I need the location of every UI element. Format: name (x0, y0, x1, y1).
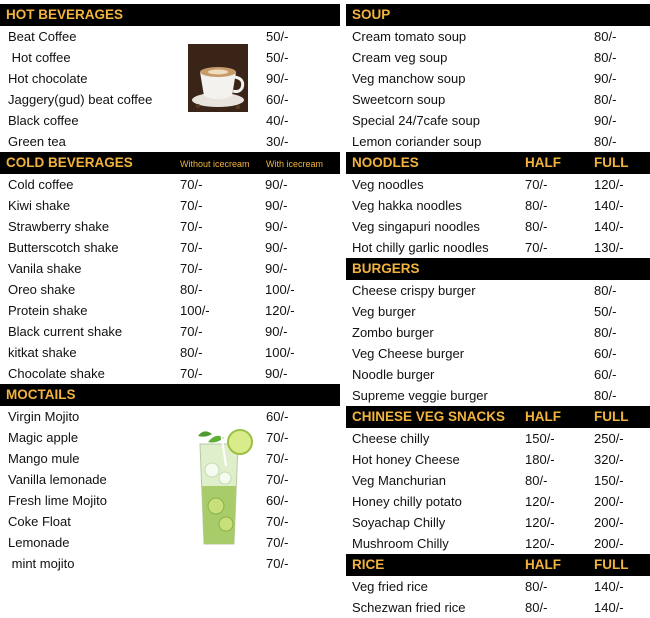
column-header-half: HALF (525, 557, 561, 572)
soup-list (346, 26, 650, 152)
menu-item (346, 343, 650, 364)
item-price-half: 70/- (525, 177, 548, 192)
section-header-burgers (346, 258, 650, 280)
section-header-chinese-veg-snacks (346, 406, 650, 428)
item-price-without-icecream: 70/- (180, 324, 203, 339)
item-name: Zombo burger (352, 325, 434, 340)
noodles-list (346, 174, 650, 258)
item-name: Vanilla lemonade (8, 472, 107, 487)
item-price-full: 320/- (594, 452, 624, 467)
section-title: COLD BEVERAGES (6, 155, 133, 170)
menu-item (0, 110, 340, 131)
item-name: Cream veg soup (352, 50, 448, 65)
item-price: 60/- (266, 92, 289, 107)
column-header-full: FULL (594, 409, 629, 424)
item-name: Cheese chilly (352, 431, 430, 446)
item-name: Noodle burger (352, 367, 435, 382)
item-price-without-icecream: 70/- (180, 177, 203, 192)
item-name: Strawberry shake (8, 219, 110, 234)
item-price-with-icecream: 90/- (265, 240, 288, 255)
item-price-full: 140/- (594, 198, 624, 213)
menu-item (346, 68, 650, 89)
menu-item (346, 89, 650, 110)
item-price-with-icecream: 90/- (265, 198, 288, 213)
menu-item (346, 364, 650, 385)
menu-item (346, 512, 650, 533)
right-menu-column (346, 4, 650, 618)
menu-item (0, 469, 340, 490)
section-header-soup (346, 4, 650, 26)
item-price-full: 140/- (594, 600, 624, 615)
menu-item (346, 491, 650, 512)
item-name: Virgin Mojito (8, 409, 80, 424)
item-name: Hot chilly garlic noodles (352, 240, 489, 255)
cold-beverages-list (0, 174, 340, 384)
menu-item (346, 576, 650, 597)
item-name: Supreme veggie burger (352, 388, 488, 403)
section-title: NOODLES (352, 155, 419, 170)
item-price-with-icecream: 90/- (265, 366, 288, 381)
mojito-glass-image (180, 426, 256, 550)
section-header-rice (346, 554, 650, 576)
item-price: 90/- (594, 113, 617, 128)
menu-item (0, 532, 340, 553)
menu-item (346, 47, 650, 68)
item-price-half: 70/- (525, 240, 548, 255)
item-price-full: 200/- (594, 536, 624, 551)
item-price-with-icecream: 120/- (265, 303, 295, 318)
item-name: Kiwi shake (8, 198, 71, 213)
column-header-half: HALF (525, 409, 561, 424)
item-price: 60/- (594, 346, 617, 361)
coffee-cup-image (188, 44, 248, 112)
menu-item (0, 237, 340, 258)
menu-item (0, 490, 340, 511)
menu-item (346, 597, 650, 618)
item-price-full: 200/- (594, 515, 624, 530)
item-name: Protein shake (8, 303, 88, 318)
item-price-half: 180/- (525, 452, 555, 467)
item-price: 80/- (594, 50, 617, 65)
menu-item (346, 131, 650, 152)
item-price-without-icecream: 70/- (180, 198, 203, 213)
item-price-full: 130/- (594, 240, 624, 255)
item-price: 70/- (266, 514, 289, 529)
menu-item (0, 342, 340, 363)
menu-item (346, 428, 650, 449)
item-price: 70/- (266, 556, 289, 571)
item-price-half: 80/- (525, 198, 548, 213)
section-header-hot-beverages (0, 4, 340, 26)
item-name: kitkat shake (8, 345, 77, 360)
item-price-half: 120/- (525, 536, 555, 551)
item-price-without-icecream: 70/- (180, 261, 203, 276)
item-name: Black coffee (8, 113, 79, 128)
item-price-half: 150/- (525, 431, 555, 446)
item-name: Sweetcorn soup (352, 92, 446, 107)
item-name: Special 24/7cafe soup (352, 113, 480, 128)
item-name: Veg burger (352, 304, 416, 319)
item-name: Mushroom Chilly (352, 536, 449, 551)
menu-item (346, 280, 650, 301)
item-price: 90/- (266, 71, 289, 86)
item-name: Lemon coriander soup (352, 134, 482, 149)
item-price-without-icecream: 80/- (180, 282, 203, 297)
item-name: Veg manchow soup (352, 71, 466, 86)
column-header-without-icecream: Without icecream (180, 159, 250, 169)
item-name: Vanila shake (8, 261, 82, 276)
section-title: CHINESE VEG SNACKS (352, 409, 506, 424)
column-header-half: HALF (525, 155, 561, 170)
item-price-half: 80/- (525, 473, 548, 488)
section-title: MOCTAILS (6, 387, 76, 402)
menu-item (0, 174, 340, 195)
item-price: 70/- (266, 430, 289, 445)
menu-item (0, 89, 340, 110)
menu-item (0, 448, 340, 469)
burgers-list (346, 280, 650, 406)
chinese-list (346, 428, 650, 554)
item-price-with-icecream: 90/- (265, 261, 288, 276)
hot-beverages-list (0, 26, 340, 152)
item-price-without-icecream: 70/- (180, 366, 203, 381)
item-price-half: 80/- (525, 219, 548, 234)
item-price: 70/- (266, 535, 289, 550)
item-price: 30/- (266, 134, 289, 149)
item-price-with-icecream: 90/- (265, 177, 288, 192)
item-name: Butterscotch shake (8, 240, 119, 255)
item-price-full: 140/- (594, 219, 624, 234)
menu-item (346, 470, 650, 491)
item-price-without-icecream: 70/- (180, 240, 203, 255)
menu-item (0, 131, 340, 152)
menu-item (0, 26, 340, 47)
item-price: 70/- (266, 451, 289, 466)
item-name: Oreo shake (8, 282, 76, 297)
section-title: RICE (352, 557, 385, 572)
item-price: 60/- (266, 493, 289, 508)
menu-item (0, 553, 340, 574)
menu-item (346, 301, 650, 322)
menu-item (346, 174, 650, 195)
section-header-cold-beverages (0, 152, 340, 174)
menu-item (0, 279, 340, 300)
menu-item (0, 427, 340, 448)
item-price: 80/- (594, 388, 617, 403)
section-header-moctails (0, 384, 340, 406)
item-price: 80/- (594, 134, 617, 149)
item-price: 50/- (594, 304, 617, 319)
item-name: Veg Manchurian (352, 473, 446, 488)
menu-item (0, 68, 340, 89)
item-name: Lemonade (8, 535, 70, 550)
item-name: Chocolate shake (8, 366, 105, 381)
section-title: SOUP (352, 7, 391, 22)
item-price-without-icecream: 100/- (180, 303, 210, 318)
menu-item (346, 449, 650, 470)
menu-item (0, 406, 340, 427)
item-name: Jaggery(gud) beat coffee (8, 92, 153, 107)
item-price: 80/- (594, 283, 617, 298)
item-name: Hot honey Cheese (352, 452, 460, 467)
column-header-with-icecream: With icecream (266, 159, 324, 169)
menu-item (0, 47, 340, 68)
item-price-half: 120/- (525, 515, 555, 530)
item-name: Cheese crispy burger (352, 283, 476, 298)
item-name: mint mojito (8, 556, 75, 571)
item-price-full: 250/- (594, 431, 624, 446)
item-name: Cold coffee (8, 177, 74, 192)
item-price-with-icecream: 100/- (265, 345, 295, 360)
menu-item (0, 363, 340, 384)
section-title: HOT BEVERAGES (6, 7, 124, 22)
item-name: Cream tomato soup (352, 29, 467, 44)
menu-item (346, 216, 650, 237)
item-price-half: 80/- (525, 600, 548, 615)
item-price-full: 150/- (594, 473, 624, 488)
menu-item (0, 321, 340, 342)
item-price-with-icecream: 100/- (265, 282, 295, 297)
item-name: Black current shake (8, 324, 123, 339)
menu-item (346, 322, 650, 343)
item-price-without-icecream: 80/- (180, 345, 203, 360)
item-price: 50/- (266, 29, 289, 44)
menu-item (0, 216, 340, 237)
menu-item (346, 237, 650, 258)
item-name: Mango mule (8, 451, 80, 466)
menu-item (346, 195, 650, 216)
left-menu-column (0, 4, 340, 574)
item-price: 90/- (594, 71, 617, 86)
section-title: BURGERS (352, 261, 420, 276)
item-name: Hot chocolate (8, 71, 88, 86)
item-name: Soyachap Chilly (352, 515, 446, 530)
item-price-half: 120/- (525, 494, 555, 509)
item-price: 80/- (594, 92, 617, 107)
item-name: Magic apple (8, 430, 79, 445)
item-price: 60/- (594, 367, 617, 382)
menu-item (0, 195, 340, 216)
item-price-with-icecream: 90/- (265, 219, 288, 234)
item-price-without-icecream: 70/- (180, 219, 203, 234)
menu-item (346, 110, 650, 131)
item-name: Veg fried rice (352, 579, 428, 594)
item-name: Coke Float (8, 514, 71, 529)
item-name: Hot coffee (8, 50, 71, 65)
column-header-full: FULL (594, 557, 629, 572)
item-price: 70/- (266, 472, 289, 487)
item-price-with-icecream: 90/- (265, 324, 288, 339)
item-name: Veg singapuri noodles (352, 219, 480, 234)
item-name: Beat Coffee (8, 29, 77, 44)
item-price: 60/- (266, 409, 289, 424)
menu-item (346, 385, 650, 406)
item-price-full: 140/- (594, 579, 624, 594)
item-name: Veg hakka noodles (352, 198, 462, 213)
menu-item (0, 511, 340, 532)
item-price-full: 200/- (594, 494, 624, 509)
item-price: 80/- (594, 29, 617, 44)
section-header-noodles (346, 152, 650, 174)
item-name: Fresh lime Mojito (8, 493, 107, 508)
menu-item (0, 300, 340, 321)
menu-item (0, 258, 340, 279)
item-name: Veg Cheese burger (352, 346, 465, 361)
column-header-full: FULL (594, 155, 629, 170)
menu-item (346, 26, 650, 47)
item-price: 50/- (266, 50, 289, 65)
moctails-list (0, 406, 340, 574)
item-name: Schezwan fried rice (352, 600, 466, 615)
item-name: Green tea (8, 134, 66, 149)
menu-item (346, 533, 650, 554)
item-price: 80/- (594, 325, 617, 340)
item-price-full: 120/- (594, 177, 624, 192)
item-price-half: 80/- (525, 579, 548, 594)
item-price: 40/- (266, 113, 289, 128)
item-name: Honey chilly potato (352, 494, 462, 509)
item-name: Veg noodles (352, 177, 424, 192)
